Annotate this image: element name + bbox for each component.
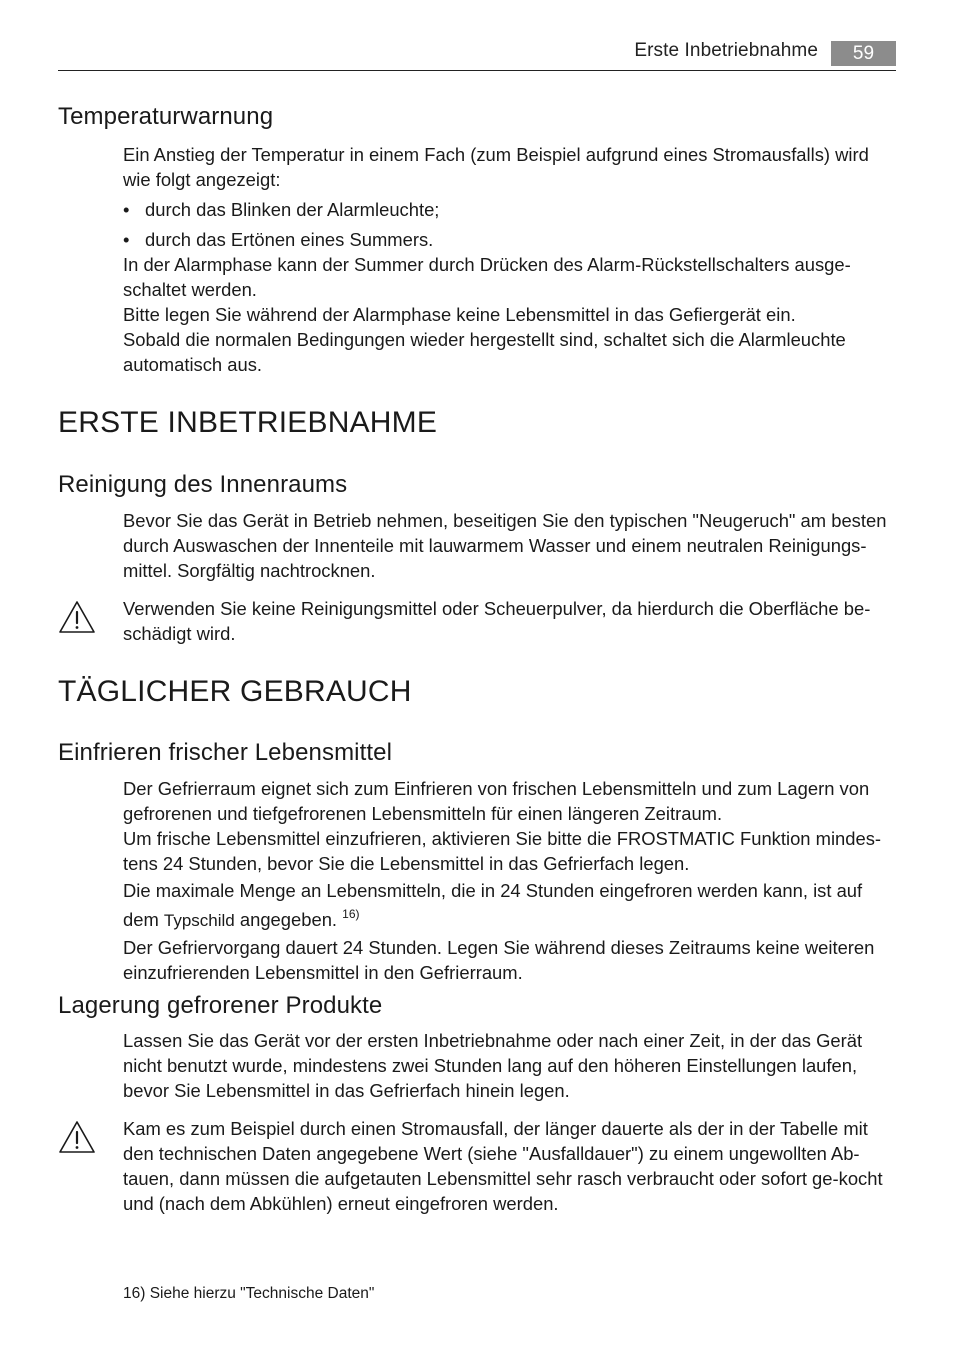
bullet-item	[123, 197, 898, 222]
reinigung-text: Bevor Sie das Gerät in Betrieb nehmen, beseitigen Sie den typischen "Neugeruch" am besten durch Auswaschen der Innenteile mit lauwarmem Wasser und einem neutralen Reinigungs-mittel. Sorgfältig nachtrocknen.	[123, 510, 887, 581]
warning-triangle-icon	[58, 600, 96, 634]
lagerung-warning-text: Kam es zum Beispiel durch einen Stromausfall, der länger dauerte als der in der Tabelle mit den technischen Daten angegebene Wert (siehe "Ausfalldauer") zu einem ungewollten Ab-tauen, dann müssen die aufgetauten Lebensmittel sehr rasch verbraucht oder sofort ge-kocht und (nach dem Abkühlen) erneut eingefroren werden.	[123, 1118, 883, 1214]
header-rule	[58, 70, 896, 71]
bullet-dot: •	[123, 199, 130, 220]
heading-erste-inbetriebnahme: ERSTE INBETRIEBNAHME	[58, 406, 438, 439]
einfrieren-body	[123, 776, 898, 985]
heading-lagerung: Lagerung gefrorener Produkte	[58, 992, 383, 1019]
heading-reinigung: Reinigung des Innenraums	[58, 471, 348, 498]
heading-taeglicher-gebrauch: TÄGLICHER GEBRAUCH	[58, 675, 412, 708]
footnote: 16) Siehe hierzu "Technische Daten"	[123, 1285, 375, 1302]
lagerung-warning	[123, 1116, 898, 1216]
running-header-title: Erste Inbetriebnahme	[634, 40, 818, 61]
bullet-item	[123, 227, 898, 252]
reinigung-warning-text: Verwenden Sie keine Reinigungsmittel oder Scheuerpulver, da hierdurch die Oberfläche be-schädigt wird.	[123, 598, 871, 644]
temperaturwarnung-body	[123, 142, 898, 377]
einfrieren-para3-end: angegeben.	[234, 909, 343, 930]
temperaturwarnung-para1: In der Alarmphase kann der Summer durch Drücken des Alarm-Rückstellschalters ausge-schaltet werden.	[123, 254, 851, 300]
temperaturwarnung-para3: Sobald die normalen Bedingungen wieder hergestellt sind, schaltet sich die Alarmleuchte automatisch aus.	[123, 329, 846, 375]
lagerung-text: Lassen Sie das Gerät vor der ersten Inbetriebnahme oder nach einer Zeit, in der das Gerät nicht benutzt wurde, mindestens zwei Stunden lang auf den höheren Einstellungen laufen, bevor Sie Lebensmittel in das Gefrierfach hinein legen.	[123, 1030, 863, 1101]
heading-einfrieren: Einfrieren frischer Lebensmittel	[58, 739, 393, 766]
bullet-text: durch das Ertönen eines Summers.	[145, 229, 434, 250]
lagerung-body	[123, 1028, 898, 1103]
page-number: 59	[831, 41, 896, 66]
temperaturwarnung-intro: Ein Anstieg der Temperatur in einem Fach (zum Beispiel aufgrund eines Stromausfalls) wird wie folgt angezeigt:	[123, 144, 869, 190]
reinigung-warning	[123, 596, 898, 646]
einfrieren-para3	[123, 876, 898, 935]
typschild-label: Typschild	[163, 911, 235, 930]
heading-temperaturwarnung: Temperaturwarnung	[58, 103, 274, 130]
einfrieren-para3-start: Die maximale Menge an Lebensmitteln, die in 24 Stunden eingefroren werden kann, ist auf dem	[123, 880, 863, 930]
einfrieren-para1: Der Gefrierraum eignet sich zum Einfrieren von frischen Lebensmitteln und zum Lagern von gefrorenen und tiefgefrorenen Lebensmitteln für einen längeren Zeitraum.	[123, 778, 870, 824]
einfrieren-para4: Der Gefriervorgang dauert 24 Stunden. Legen Sie während dieses Zeitraums keine weiteren einzufrierenden Lebensmittel in den Gefrierraum.	[123, 937, 875, 983]
warning-triangle-icon	[58, 1120, 96, 1154]
reinigung-body	[123, 508, 898, 583]
footnote-reference[interactable]: 16)	[342, 907, 360, 921]
bullet-text: durch das Blinken der Alarmleuchte;	[145, 199, 440, 220]
temperaturwarnung-para2: Bitte legen Sie während der Alarmphase keine Lebensmittel in das Gefiergerät ein.	[123, 304, 796, 325]
einfrieren-para2: Um frische Lebensmittel einzufrieren, aktivieren Sie bitte die FROSTMATIC Funktion mindes-tens 24 Stunden, bevor Sie die Lebensmittel in das Gefrierfach legen.	[123, 828, 882, 874]
bullet-dot: •	[123, 229, 130, 250]
